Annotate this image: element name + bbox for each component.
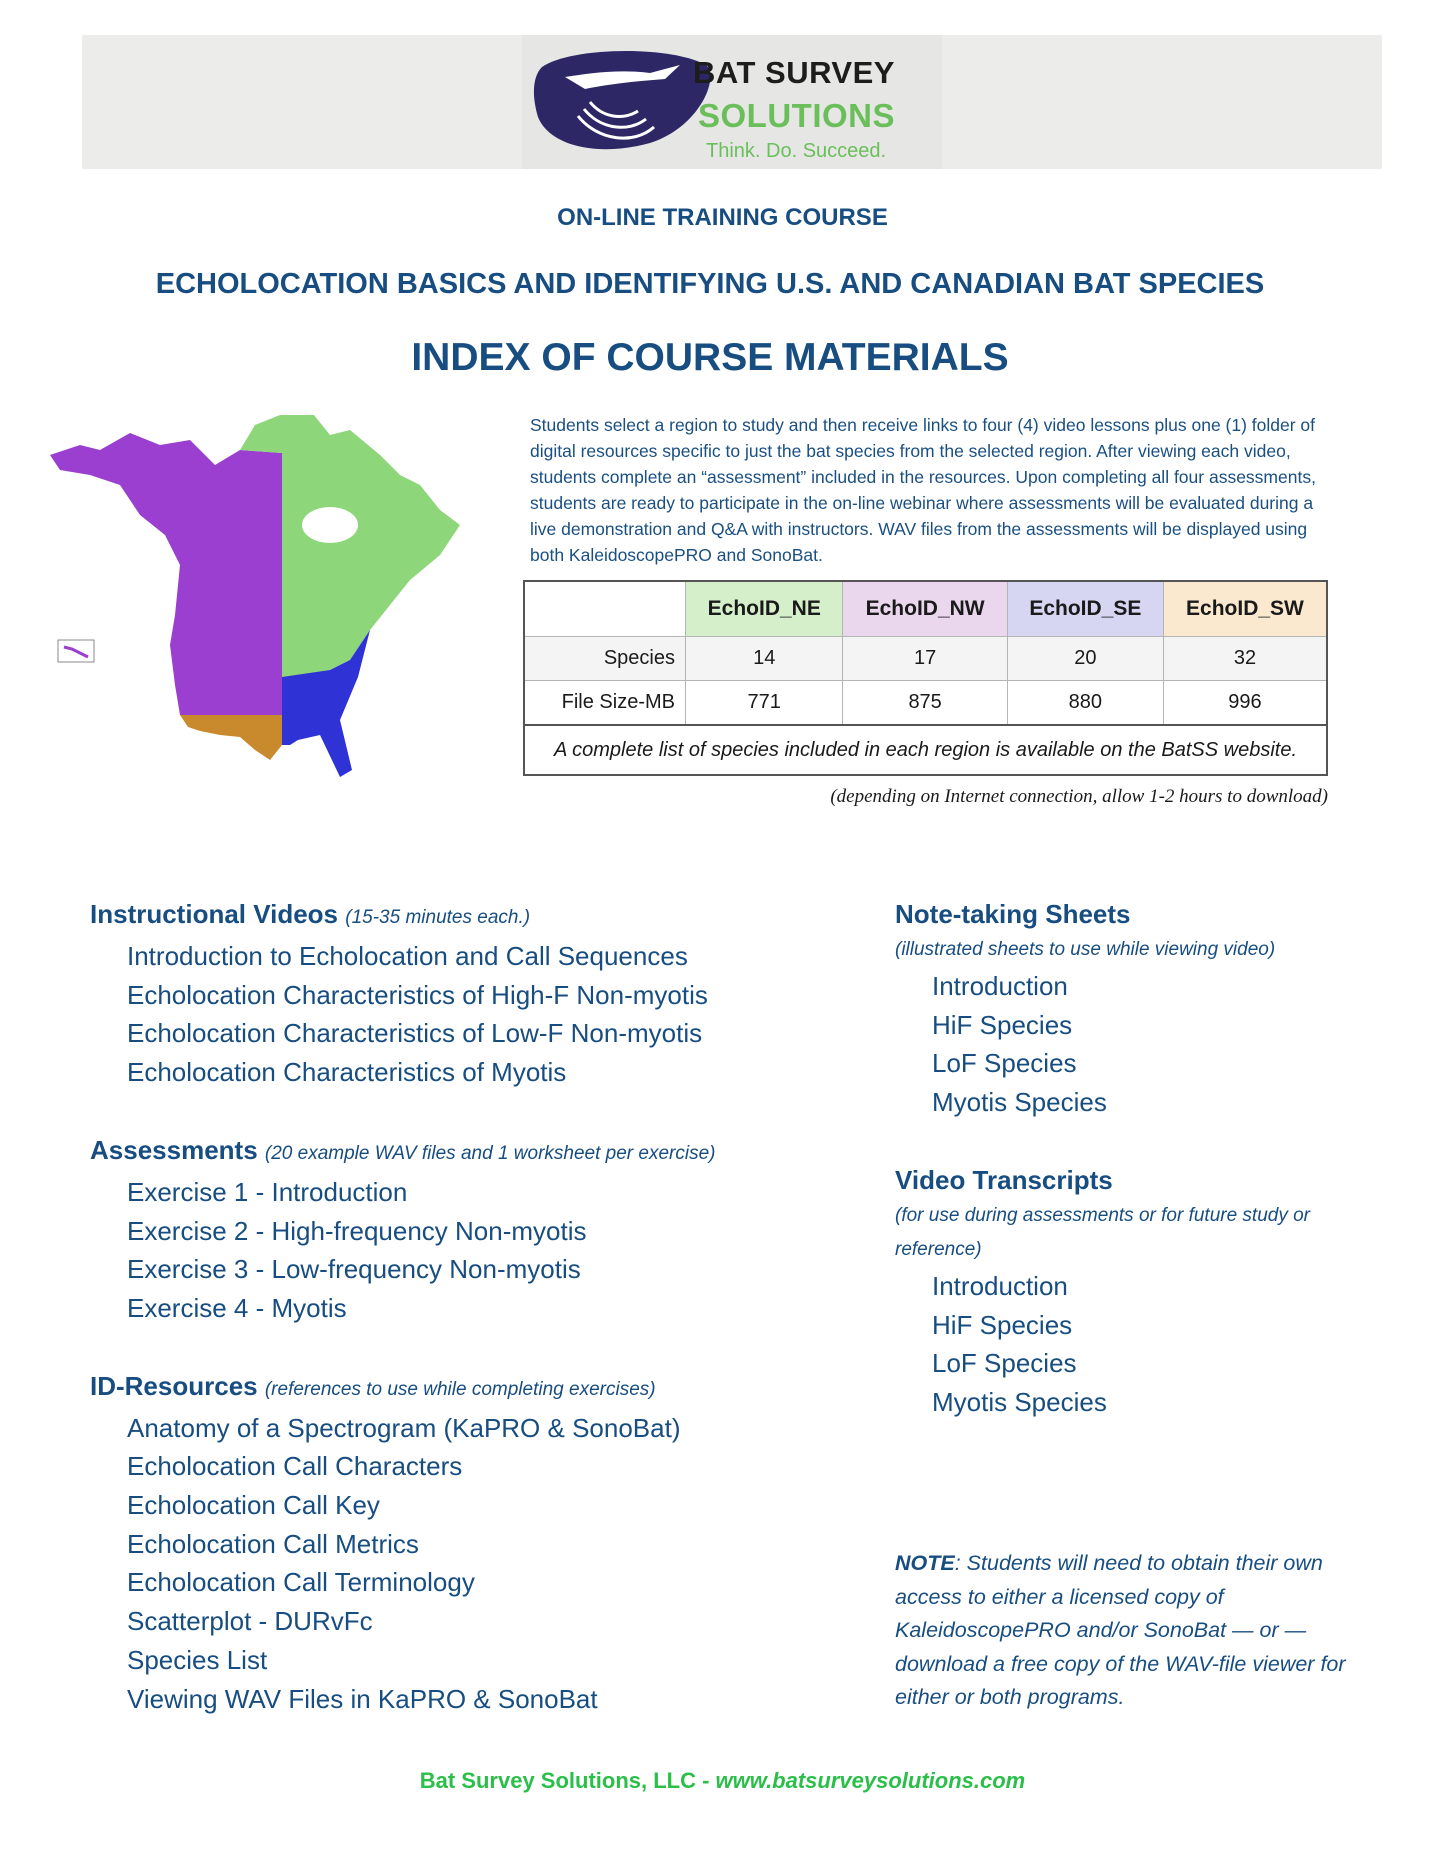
section-heading-id-resources [90,1367,870,1409]
section-title: Instructional Videos [90,899,339,929]
list-item[interactable]: Viewing WAV Files in KaPRO & SonoBat [127,1683,598,1714]
list-item[interactable]: HiF Species [932,1309,1073,1340]
table-cell: 771 [686,681,843,726]
header-echoid-se: EchoID_SE [1007,581,1163,637]
list-item[interactable]: Echolocation Characteristics of Low-F Non-myotis [127,1018,703,1049]
footer-company: Bat Survey Solutions, LLC - [419,1768,716,1793]
list-item[interactable]: Anatomy of a Spectrogram (KaPRO & SonoBat) [127,1412,681,1443]
section-subtitle: (for use during assessments or for future study or reference) [895,1204,1311,1260]
table-note: A complete list of species included in each region is available on the BatSS website. [524,725,1327,775]
course-title: ECHOLOCATION BASICS AND IDENTIFYING U.S. AND CANADIAN BAT SPECIES [155,268,1265,300]
list-item[interactable]: Myotis Species [932,1087,1107,1118]
list-item[interactable]: Echolocation Call Key [127,1490,380,1521]
section-heading-video-transcripts: Video Transcripts [895,1164,1113,1195]
header-echoid-nw: EchoID_NW [843,581,1007,637]
logo-text-line1: BAT SURVEY [693,55,895,90]
table-cell: 20 [1007,637,1163,681]
list-item[interactable]: LoF Species [932,1048,1077,1079]
note-block [895,1547,1355,1715]
section-heading-assessments [90,1131,870,1173]
region-map [40,415,500,795]
table-cell: 17 [843,637,1007,681]
header-echoid-sw: EchoID_SW [1163,581,1327,637]
section-title: Assessments [90,1134,258,1165]
table-row [524,681,1327,726]
section-subtitle: (20 example WAV files and 1 worksheet per exercise) [264,1142,716,1164]
list-item[interactable]: Introduction to Echolocation and Call Sequences [127,941,688,971]
section-subtitle: (illustrated sheets to use while viewing video) [895,939,1276,960]
list-item[interactable]: Echolocation Call Metrics [127,1528,419,1559]
materials-left-column [90,895,870,1718]
intro-paragraph: Students select a region to study and then receive links to four (4) video lessons plus one (1) folder of digital resources specific to just the bat species from the selected region. After viewing each video, students complete an “assessment” included in the resources. Upon completing all four assessments, students are ready to participate in the on-line webinar where assessments will be evaluated during a live demonstration and Q&A with instructors. WAV files from the assessments will be displayed using both KaleidoscopePRO and SonoBat. [530,415,1316,565]
section-heading-note-taking-sheets: Note-taking Sheets [895,899,1131,929]
list-item[interactable]: Echolocation Characteristics of Myotis [127,1057,567,1088]
list-item[interactable]: Introduction [932,971,1068,1001]
logo-tagline: Think. Do. Succeed. [706,140,887,162]
footer-url-link[interactable]: www.batsurveysolutions.com [715,1768,1026,1793]
list-item[interactable]: Myotis Species [932,1386,1107,1417]
table-cell: 875 [843,681,1007,726]
list-item[interactable]: HiF Species [932,1009,1073,1040]
row-label-species: Species [524,637,686,681]
table-note-row [524,725,1327,775]
row-label-file-size: File Size-MB [524,681,686,726]
list-item[interactable]: Exercise 3 - Low-frequency Non-myotis [127,1254,581,1285]
footer [0,1768,1445,1794]
list-item[interactable]: Echolocation Characteristics of High-F Non-myotis [127,979,708,1010]
section-subtitle: (15-35 minutes each.) [345,907,531,928]
materials-right-column [895,895,1375,1422]
list-item[interactable]: Species List [127,1644,268,1675]
list-item[interactable]: Exercise 4 - Myotis [127,1292,347,1323]
section-heading-instructional-videos [90,895,870,937]
table-cell: 996 [1163,681,1327,726]
list-item[interactable]: Exercise 2 - High-frequency Non-myotis [127,1215,587,1246]
table-header-row [524,581,1327,637]
download-note: (depending on Internet connection, allow 1-2 hours to download) [830,786,1328,807]
course-label: ON-LINE TRAINING COURSE [557,204,888,231]
list-item[interactable]: Echolocation Call Terminology [127,1567,475,1598]
section-subtitle: (references to use while completing exercises) [264,1378,656,1400]
map-region-sw [180,715,282,760]
bat-logo-icon [530,47,720,152]
list-item[interactable]: Echolocation Call Characters [127,1451,463,1482]
table-corner-cell [524,581,686,637]
list-item[interactable]: Introduction [932,1270,1068,1301]
region-table [523,580,1328,776]
list-item[interactable]: Exercise 1 - Introduction [127,1176,408,1207]
table-cell: 32 [1163,637,1327,681]
section-title: ID-Resources [90,1370,258,1401]
table-cell: 14 [686,637,843,681]
map-region-nw [50,433,282,715]
header-echoid-ne: EchoID_NE [686,581,843,637]
note-text: : Students will need to obtain their own access to either a licensed copy of KaleidoscopePRO and/or SonoBat — or — download a free copy of the WAV-file viewer for either or both programs. [895,1551,1346,1709]
logo-text-line2: SOLUTIONS [698,97,896,134]
page-title: INDEX OF COURSE MATERIALS [411,336,1009,379]
list-item[interactable]: LoF Species [932,1348,1077,1379]
note-label: NOTE [895,1551,955,1575]
table-cell: 880 [1007,681,1163,726]
list-item[interactable]: Scatterplot - DURvFc [127,1606,373,1637]
table-row [524,637,1327,681]
